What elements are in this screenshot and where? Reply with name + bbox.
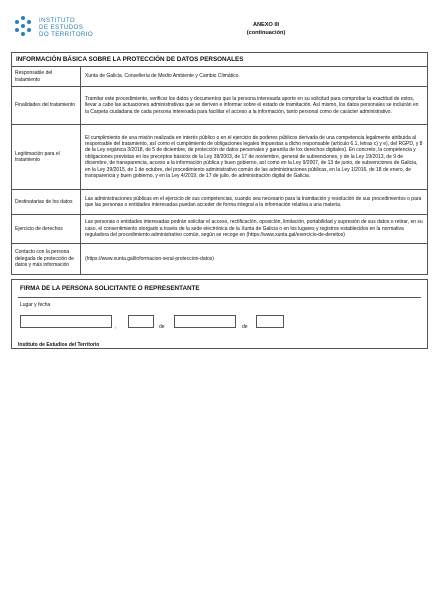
year-input[interactable] [256,315,284,328]
row-value: Las personas o entidades interesadas podrán solicitar el acceso, rectificación, oposición, limitación, portabilidad y supresión de sus datos o retirar, en su caso, el consentimiento otorgado a través de la sede electrónica de la Xunta de Galicia o en los lugares y registros establecidos en la normativa reguladora del procedimiento administrativo común, según se recoge en (https://www.xunta.gal/exercicio-de-dereitos) [85,219,423,239]
row-label: Destinatarias de los datos [12,190,81,214]
row-value: El cumplimiento de una misión realizada en interés público o en el ejercicio de poderes públicos derivada de una competencia legalmente atribuida al responsable del tratamiento, así como el cumplimiento de obligaciones legales impuestas a dicho responsable (artículo 6.1, letras c) y e), del RGPD, y 8 de la Ley orgánica 3/2018, de 5 de diciembre, de protección de datos personales y garantía de los derechos digitales). En concreto, la competencia y obligaciones previstas en los preceptos básicos de la Ley 38/2003, de 17 de noviembre, general de subvenciones, y de la Ley 19/2013, de 9 de diciembre, de transparencia, acceso a la información pública y buen gobierno, así como en la Ley 9/2007, de 13 de junio, de subvenciones de Galicia, en la Ley 39/2015, de 1 de octubre, del procedimiento administrativo común de las administraciones públicas, en la Ley 1/2016, de 18 de enero, de transparencia y buen gobierno, y en la Ley 4/2019, de 17 de julio, de administración digital de Galicia. [85,134,423,180]
signature-section [11,279,428,349]
row-label: Ejercicio de derechos [12,215,81,243]
row-label: Contacto con la persona delegada de protección de datos y más información [12,244,81,274]
footer-text: Instituto de Estudios del Territorio [18,342,100,348]
table-row [11,244,428,275]
row-label: Legitimación para el tratamiento [12,125,81,189]
place-date-label: Lugar y fecha [20,302,51,308]
signature-title: FIRMA DE LA PERSONA SOLICITANTE O REPRESENTANTE [20,285,200,292]
data-protection-table [11,52,428,349]
row-label: Finalidades del tratamiento [12,87,81,124]
comma-separator: , [115,324,117,330]
row-value: Tramitar este procedimiento, verificar los datos y documentos que la persona interesada aporte en su solicitud para comprobar la exactitud de estos, llevar a cabo las actuaciones administrativas que se deriven e informar sobre el estado de tramitación. Así mismo, los datos personales se incluirán en la Carpeta ciudadana de cada persona interesada para facilitar el acceso a la información, tanto personal como de carácter administrativo. [85,95,419,115]
table-row [11,190,428,215]
divider [18,297,421,298]
logo-mark-icon [12,15,34,37]
table-row [11,125,428,190]
row-value: (https://www.xunta.gal/informacion-xeral-proteccion-datos) [85,255,214,262]
day-input[interactable] [128,315,154,328]
table-row [11,67,428,87]
table-row [11,87,428,125]
place-input[interactable] [20,315,112,328]
section-title: INFORMACIÓN BÁSICA SOBRE LA PROTECCIÓN DE DATOS PERSONALES [11,52,428,67]
logo-text: INSTITUTO DE ESTUDOS DO TERRITORIO [39,17,94,38]
month-input[interactable] [174,315,236,328]
institution-logo [12,15,122,49]
row-value: Xunta de Galicia. Consellería de Medio Ambiente y Cambio Climático. [85,73,240,80]
annex-title: ANEXO III [252,22,280,28]
row-label: Responsable del tratamiento [12,67,81,86]
annex-subtitle: (continuación) [246,29,286,36]
row-value: Las administraciones públicas en el ejercicio de sus competencias, cuando sea necesario para la tramitación y resolución de sus procedimientos o para que las personas o entidades interesadas puedan acceder de forma integral a la información relativa a una materia. [85,195,422,208]
annex-heading [236,22,296,37]
de-separator-1: de [159,324,165,330]
table-row [11,215,428,244]
de-separator-2: de [242,324,248,330]
